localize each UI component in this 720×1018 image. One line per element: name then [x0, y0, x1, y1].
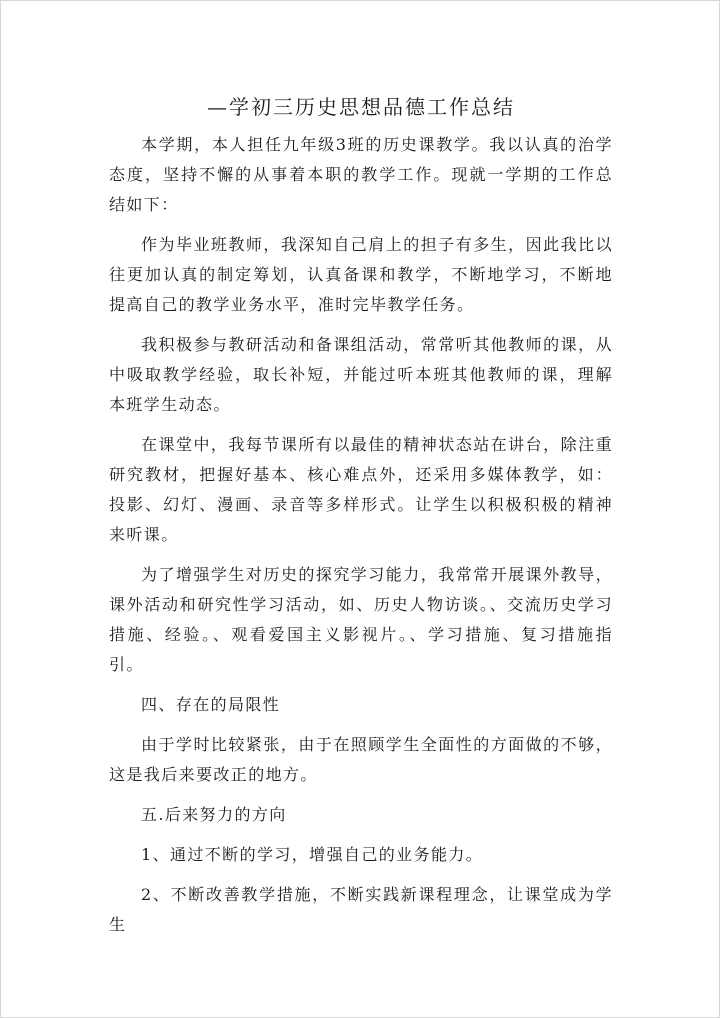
section-heading-future-direction: 五.后来努力的方向 — [141, 805, 287, 824]
document-body — [109, 130, 613, 950]
section-heading-limitations: 四、存在的局限性 — [141, 695, 281, 714]
document-title: —学初三历史思想品德工作总结 — [207, 95, 515, 119]
paragraph-classroom: 在课堂中，我每节课所有以最佳的精神状态站在讲台，除注重研究教材，把握好基本、核心难点外，还采用多媒体教学，如：投影、幻灯、漫画、录音等多样形式。让学生以积极积极的精神来听课。 — [109, 435, 613, 544]
paragraph-limitations: 由于学时比较紧张，由于在照顾学生全面性的方面做的不够，这是我后来要改正的地方。 — [109, 735, 613, 784]
paragraph-teaching-research: 我积极参与教研活动和备课组活动，常常听其他教师的课，从中吸取教学经验，取长补短，并能过听本班其他教师的课，理解本班学生动态。 — [109, 335, 613, 414]
list-item-1: 1、通过不断的学习，增强自己的业务能力。 — [141, 845, 484, 864]
paragraph-extracurricular: 为了增强学生对历史的探究学习能力，我常常开展课外教导，课外活动和研究性学习活动，如、历史人物访谈。、交流历史学习措施、经验。、观看爱国主义影视片。、学习措施、复习措施指引。 — [109, 565, 613, 674]
paragraph-intro: 本学期，本人担任九年级3班的历史课教学。我以认真的治学态度，坚持不懈的从事着本职的教学工作。现就一学期的工作总结如下： — [109, 135, 613, 214]
list-item-2: 2、不断改善教学措施，不断实践新课程理念，让课堂成为学生 — [109, 885, 613, 934]
paragraph-graduating-class-teacher: 作为毕业班教师，我深知自己肩上的担子有多生，因此我比以往更加认真的制定筹划，认真备课和教学，不断地学习，不断地提高自己的教学业务水平，准时完毕教学任务。 — [109, 235, 613, 314]
